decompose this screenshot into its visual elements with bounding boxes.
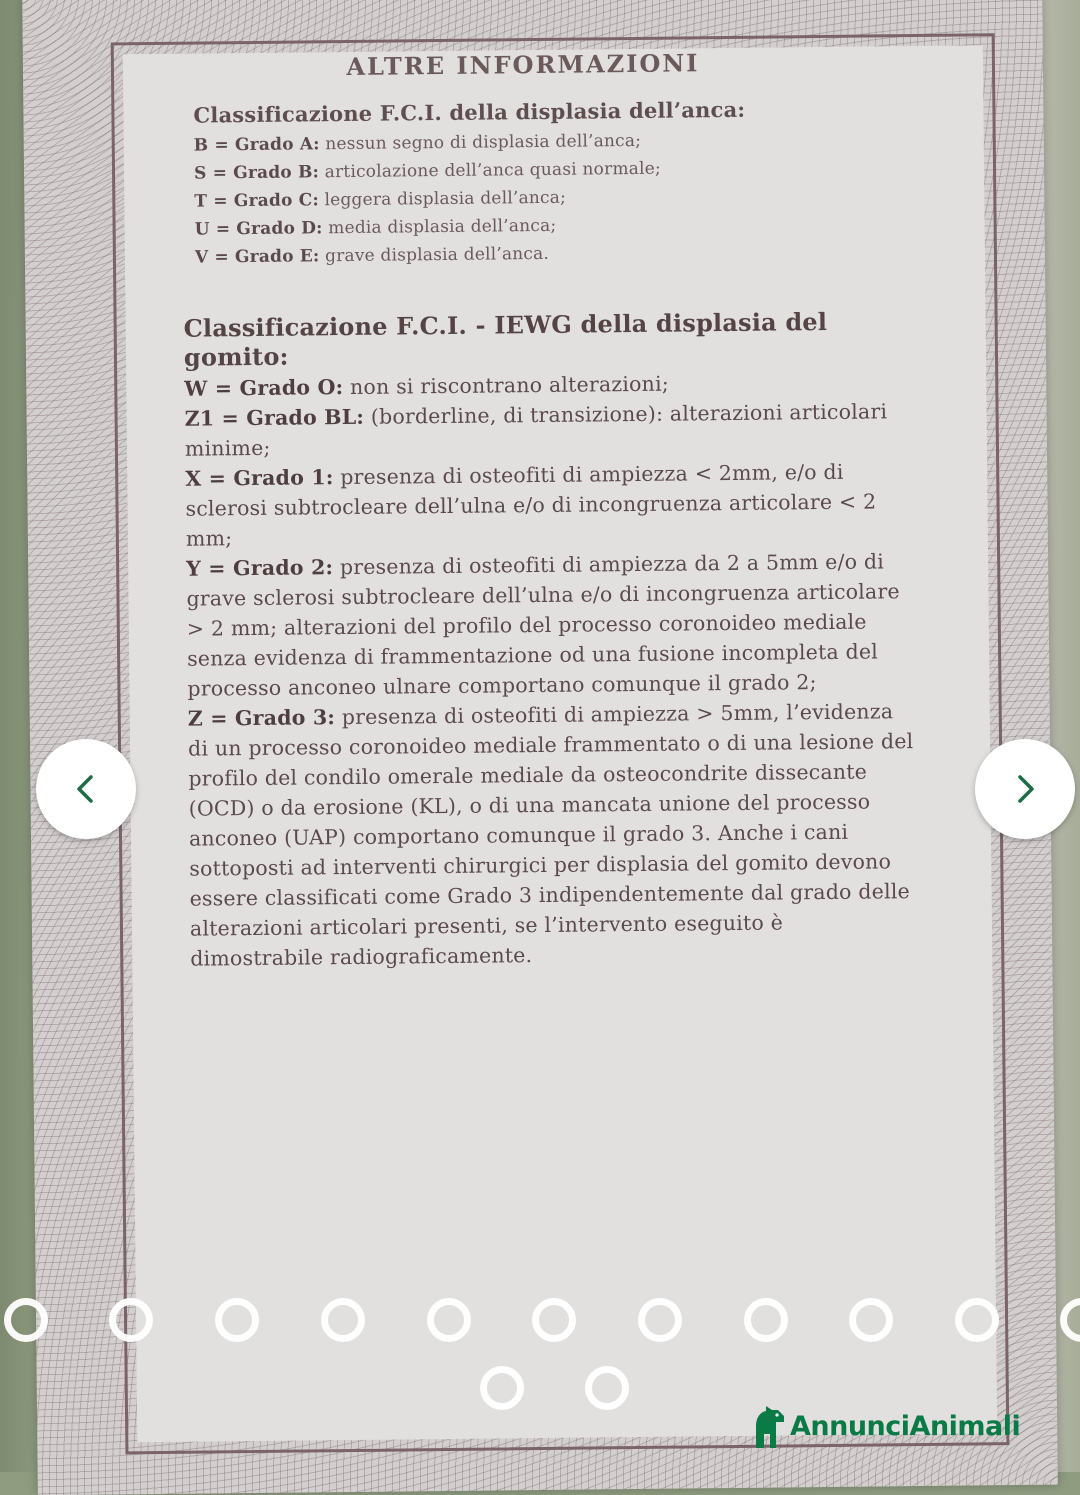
- hip-grade-text: leggera displasia dell’anca;: [324, 187, 567, 211]
- elbow-grade-text: presenza di osteofiti di ampiezza > 5mm, l’evidenza di un processo coronoideo mediale frammentato o di una lesione del profilo del condilo omerale mediale da osteocondrite dissecante (OCD) o da erosione (KL), o di una mancata unione del processo anconeo (UAP) comportano comunque il grado 3. Anche i cani sottoposti ad interventi chirurgici per displasia del gomito devono essere classificati come Grado 3 indipendentemente dal grado delle alterazioni articolari presenti, se l’intervento eseguito è dimostrabile radiograficamente.: [187, 699, 914, 971]
- gallery-dot[interactable]: [427, 1298, 471, 1342]
- elbow-grade-code: W = Grado O:: [184, 375, 344, 401]
- gallery-dot[interactable]: [585, 1366, 629, 1410]
- elbow-grade-line: [188, 696, 921, 974]
- hip-grade-code: V = Grado E:: [194, 246, 320, 268]
- elbow-grade-text: presenza di osteofiti di ampiezza da 2 a 5mm e/o di grave sclerosi subtrocleare dell’ulna e/o di incongruenza articolare > 2 mm; alterazioni del profilo del processo coronoideo mediale senza evidenza di frammentazione od una fusione incompleta del processo anconeo ulnare comportano comunque il grado 2;: [186, 549, 900, 701]
- brand-logo[interactable]: [750, 1403, 1020, 1449]
- gallery-dot[interactable]: [321, 1298, 365, 1342]
- elbow-dysplasia-section: [184, 306, 921, 974]
- hip-heading: Classificazione F.C.I. della displasia dell’anca:: [193, 96, 746, 128]
- hip-grade-text: grave displasia dell’anca.: [324, 243, 550, 267]
- gallery-dot[interactable]: [532, 1298, 576, 1342]
- elbow-grade-code: Z1 = Grado BL:: [184, 404, 365, 431]
- hip-grade-code: T = Grado C:: [194, 190, 320, 212]
- elbow-grade-code: Z = Grado 3:: [187, 705, 336, 731]
- hip-grade-text: articolazione dell’anca quasi normale;: [324, 158, 661, 183]
- elbow-heading: Classificazione F.C.I. - IEWG della displasia del gomito:: [183, 306, 828, 372]
- dog-icon: [750, 1404, 786, 1448]
- gallery-dot[interactable]: [638, 1298, 682, 1342]
- gallery-dot[interactable]: [215, 1298, 259, 1342]
- certificate-photo: [22, 0, 1058, 1495]
- document-title: ALTRE INFORMAZIONI: [346, 48, 700, 81]
- gallery-dot[interactable]: [480, 1366, 524, 1410]
- elbow-grade-text: presenza di osteofiti di ampiezza < 2mm, e/o di sclerosi subtrocleare dell’ulna e/o di incongruenza articolare < 2 mm;: [185, 459, 877, 551]
- elbow-grade-text: non si riscontrano alterazioni;: [349, 371, 669, 399]
- hip-grade-text: nessun segno di displasia dell’anca;: [325, 130, 642, 155]
- chevron-left-icon: [66, 769, 106, 809]
- elbow-grade-line: [185, 456, 916, 554]
- next-image-button[interactable]: [975, 739, 1075, 839]
- elbow-grade-code: X = Grado 1:: [185, 465, 334, 491]
- previous-image-button[interactable]: [36, 739, 136, 839]
- gallery-dot[interactable]: [4, 1298, 48, 1342]
- elbow-grade-code: Y = Grado 2:: [186, 555, 334, 581]
- brand-name: AnnunciAnimali: [790, 1410, 1021, 1442]
- gallery-dot[interactable]: [744, 1298, 788, 1342]
- chevron-right-icon: [1005, 769, 1045, 809]
- hip-grade-text: media displasia dell’anca;: [328, 215, 557, 239]
- hip-grade-code: B = Grado A:: [193, 134, 320, 156]
- gallery-dot[interactable]: [109, 1298, 153, 1342]
- hip-grade-code: U = Grado D:: [194, 218, 323, 240]
- hip-dysplasia-section: [193, 95, 905, 271]
- gallery-dot[interactable]: [849, 1298, 893, 1342]
- elbow-grade-line: [184, 396, 915, 464]
- elbow-grade-text: (borderline, di transizione): alterazioni articolari minime;: [184, 399, 888, 461]
- hip-grade-code: S = Grado B:: [193, 162, 320, 184]
- elbow-grade-line: [186, 546, 918, 704]
- certificate-text: [143, 46, 913, 974]
- gallery-dot[interactable]: [955, 1298, 999, 1342]
